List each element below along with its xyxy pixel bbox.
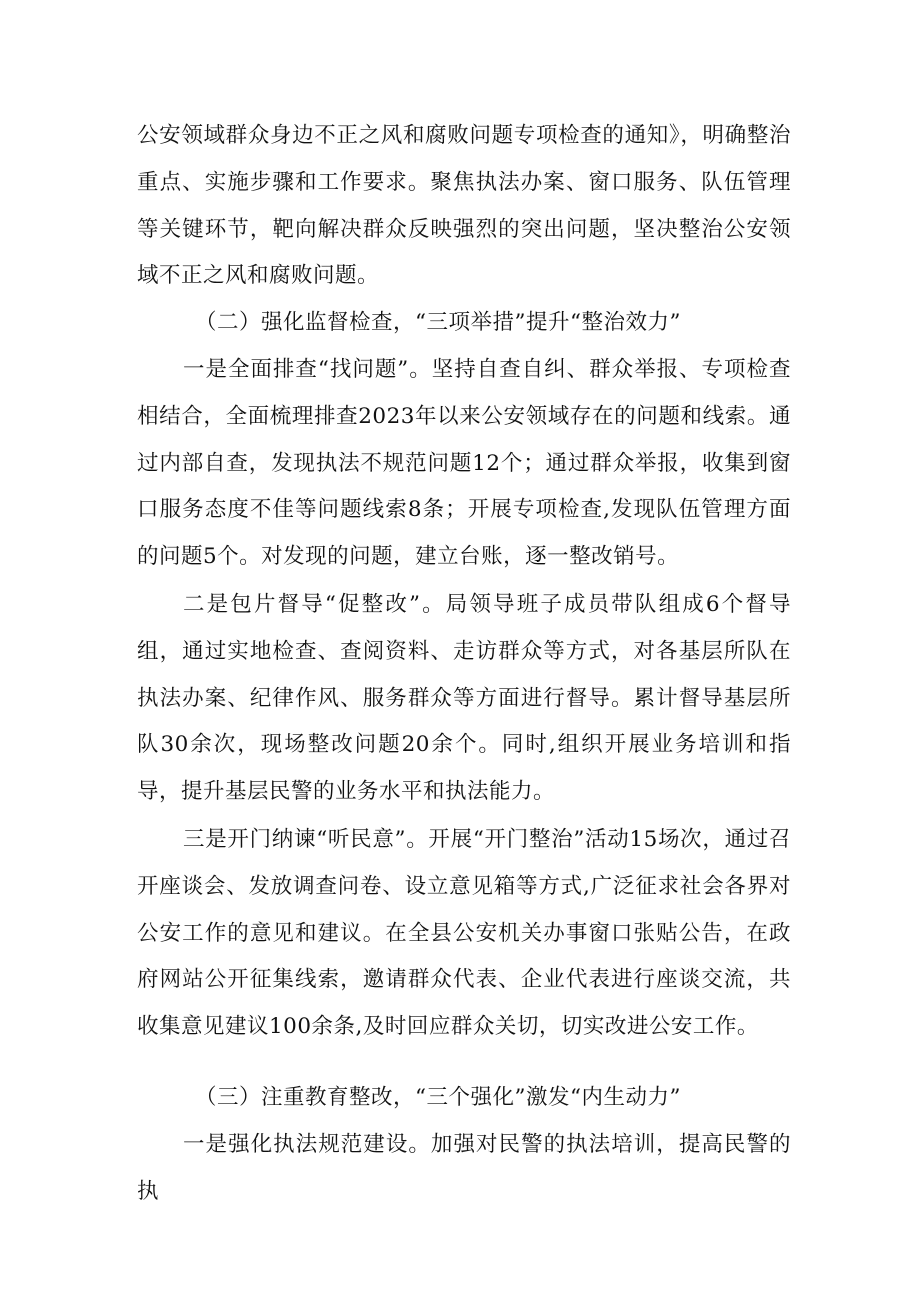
paragraph-area-supervision: 二是包片督导“促整改”。局领导班子成员带队组成6个督导组，通过实地检查、查阅资料、走访群众等方式，对各基层所队在执法办案、纪律作风、服务群众等方面进行督导。累计督导基层所队30余次，现场整改问题20余个。同时,组织开展业务培训和指导，提升基层民警的业务水平和执法能力。 (137, 592, 791, 805)
paragraph-law-enforcement-standards: 一是强化执法规范建设。加强对民警的执法培训，提高民警的执 (137, 1132, 791, 1204)
paragraph-comprehensive-inspection: 一是全面排查“找问题”。坚持自查自纠、群众举报、专项检查相结合，全面梳理排查2023年以来公安领域存在的问题和线索。通过内部自查，发现执法不规范问题12个；通过群众举报，收集到窗口服务态度不佳等问题线索8条；开展专项检查,发现队伍管理方面的问题5个。对发现的问题，建立台账，逐一整改销号。 (137, 357, 791, 570)
paragraph-open-door-advice: 三是开门纳谏“听民意”。开展“开门整治”活动15场次，通过召开座谈会、发放调查问卷、设立意见箱等方式,广泛征求社会各界对公安工作的意见和建议。在全县公安机关办事窗口张贴公告，在政府网站公开征集线索，邀请群众代表、企业代表进行座谈交流，共收集意见建议100余条,及时回应群众关切，切实改进公安工作。 (137, 827, 791, 1040)
section-heading-supervision: （二）强化监督检查，“三项举措”提升“整治效力” (195, 310, 681, 335)
paragraph-notice-continuation: 公安领域群众身边不正之风和腐败问题专项检查的通知》，明确整治重点、实施步骤和工作要求。聚焦执法办案、窗口服务、队伍管理等关键环节，靶向解决群众反映强烈的突出问题，坚决整治公安领域不正之风和腐败问题。 (137, 123, 791, 289)
section-heading-education: （三）注重教育整改，“三个强化”激发“内生动力” (195, 1085, 681, 1110)
